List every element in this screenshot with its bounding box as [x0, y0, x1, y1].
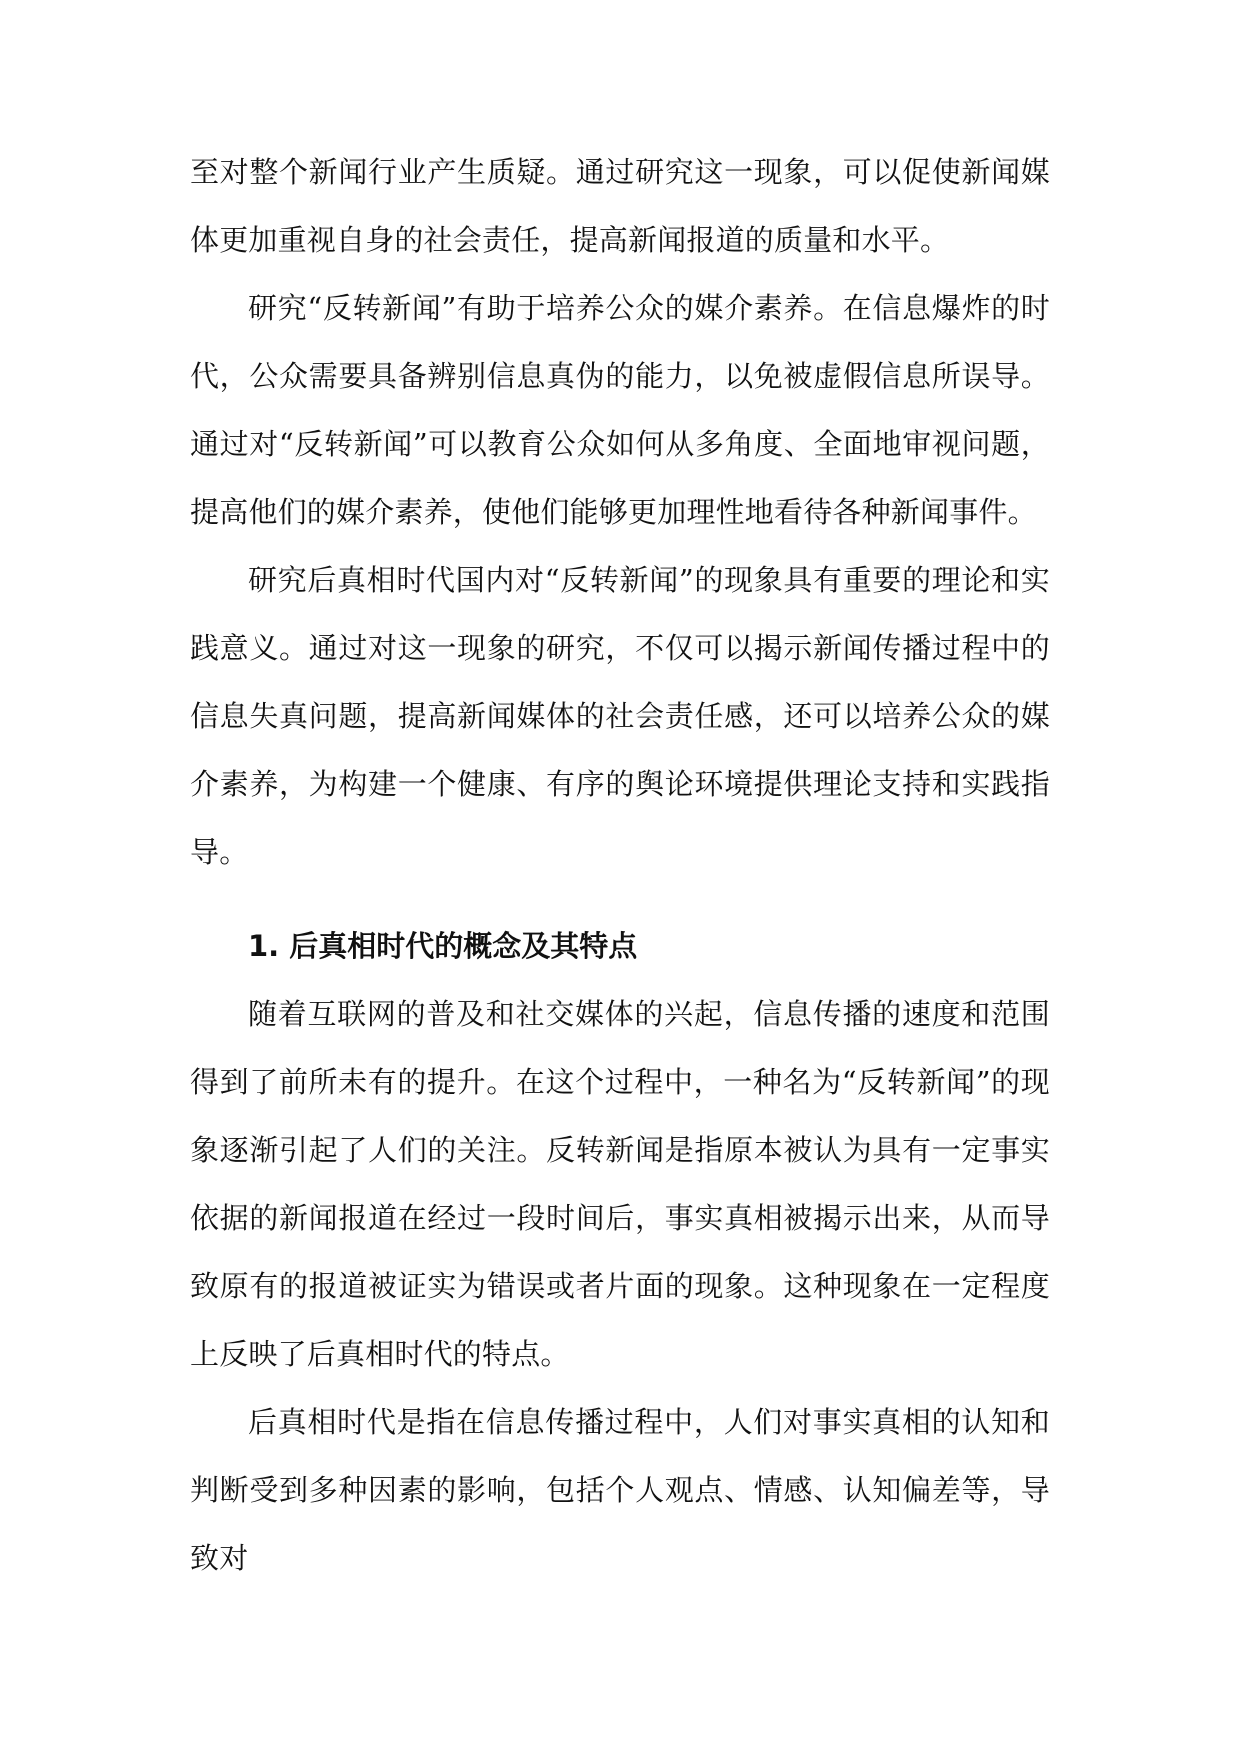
document-body: [190, 138, 1050, 1592]
section-heading: 1. 后真相时代的概念及其特点: [248, 929, 638, 963]
paragraph-research-significance: 研究后真相时代国内对“反转新闻”的现象具有重要的理论和实践意义。通过对这一现象的研究，不仅可以揭示新闻传播过程中的信息失真问题，提高新闻媒体的社会责任感，还可以培养公众的媒介素养，为构建一个健康、有序的舆论环境提供理论支持和实践指导。: [190, 563, 1050, 869]
paragraph-media-literacy: 研究“反转新闻”有助于培养公众的媒介素养。在信息爆炸的时代，公众需要具备辨别信息真伪的能力，以免被虚假信息所误导。通过对“反转新闻”可以教育公众如何从多角度、全面地审视问题，提高他们的媒介素养，使他们能够更加理性地看待各种新闻事件。: [190, 291, 1050, 529]
paragraph-continuation: 至对整个新闻行业产生质疑。通过研究这一现象，可以促使新闻媒体更加重视自身的社会责任，提高新闻报道的质量和水平。: [190, 155, 1050, 257]
paragraph-post-truth-definition: 后真相时代是指在信息传播过程中，人们对事实真相的认知和判断受到多种因素的影响，包括个人观点、情感、认知偏差等，导致对: [190, 1405, 1050, 1575]
paragraph-reversal-news-intro: 随着互联网的普及和社交媒体的兴起，信息传播的速度和范围得到了前所未有的提升。在这个过程中，一种名为“反转新闻”的现象逐渐引起了人们的关注。反转新闻是指原本被认为具有一定事实依据的新闻报道在经过一段时间后，事实真相被揭示出来，从而导致原有的报道被证实为错误或者片面的现象。这种现象在一定程度上反映了后真相时代的特点。: [190, 997, 1050, 1371]
